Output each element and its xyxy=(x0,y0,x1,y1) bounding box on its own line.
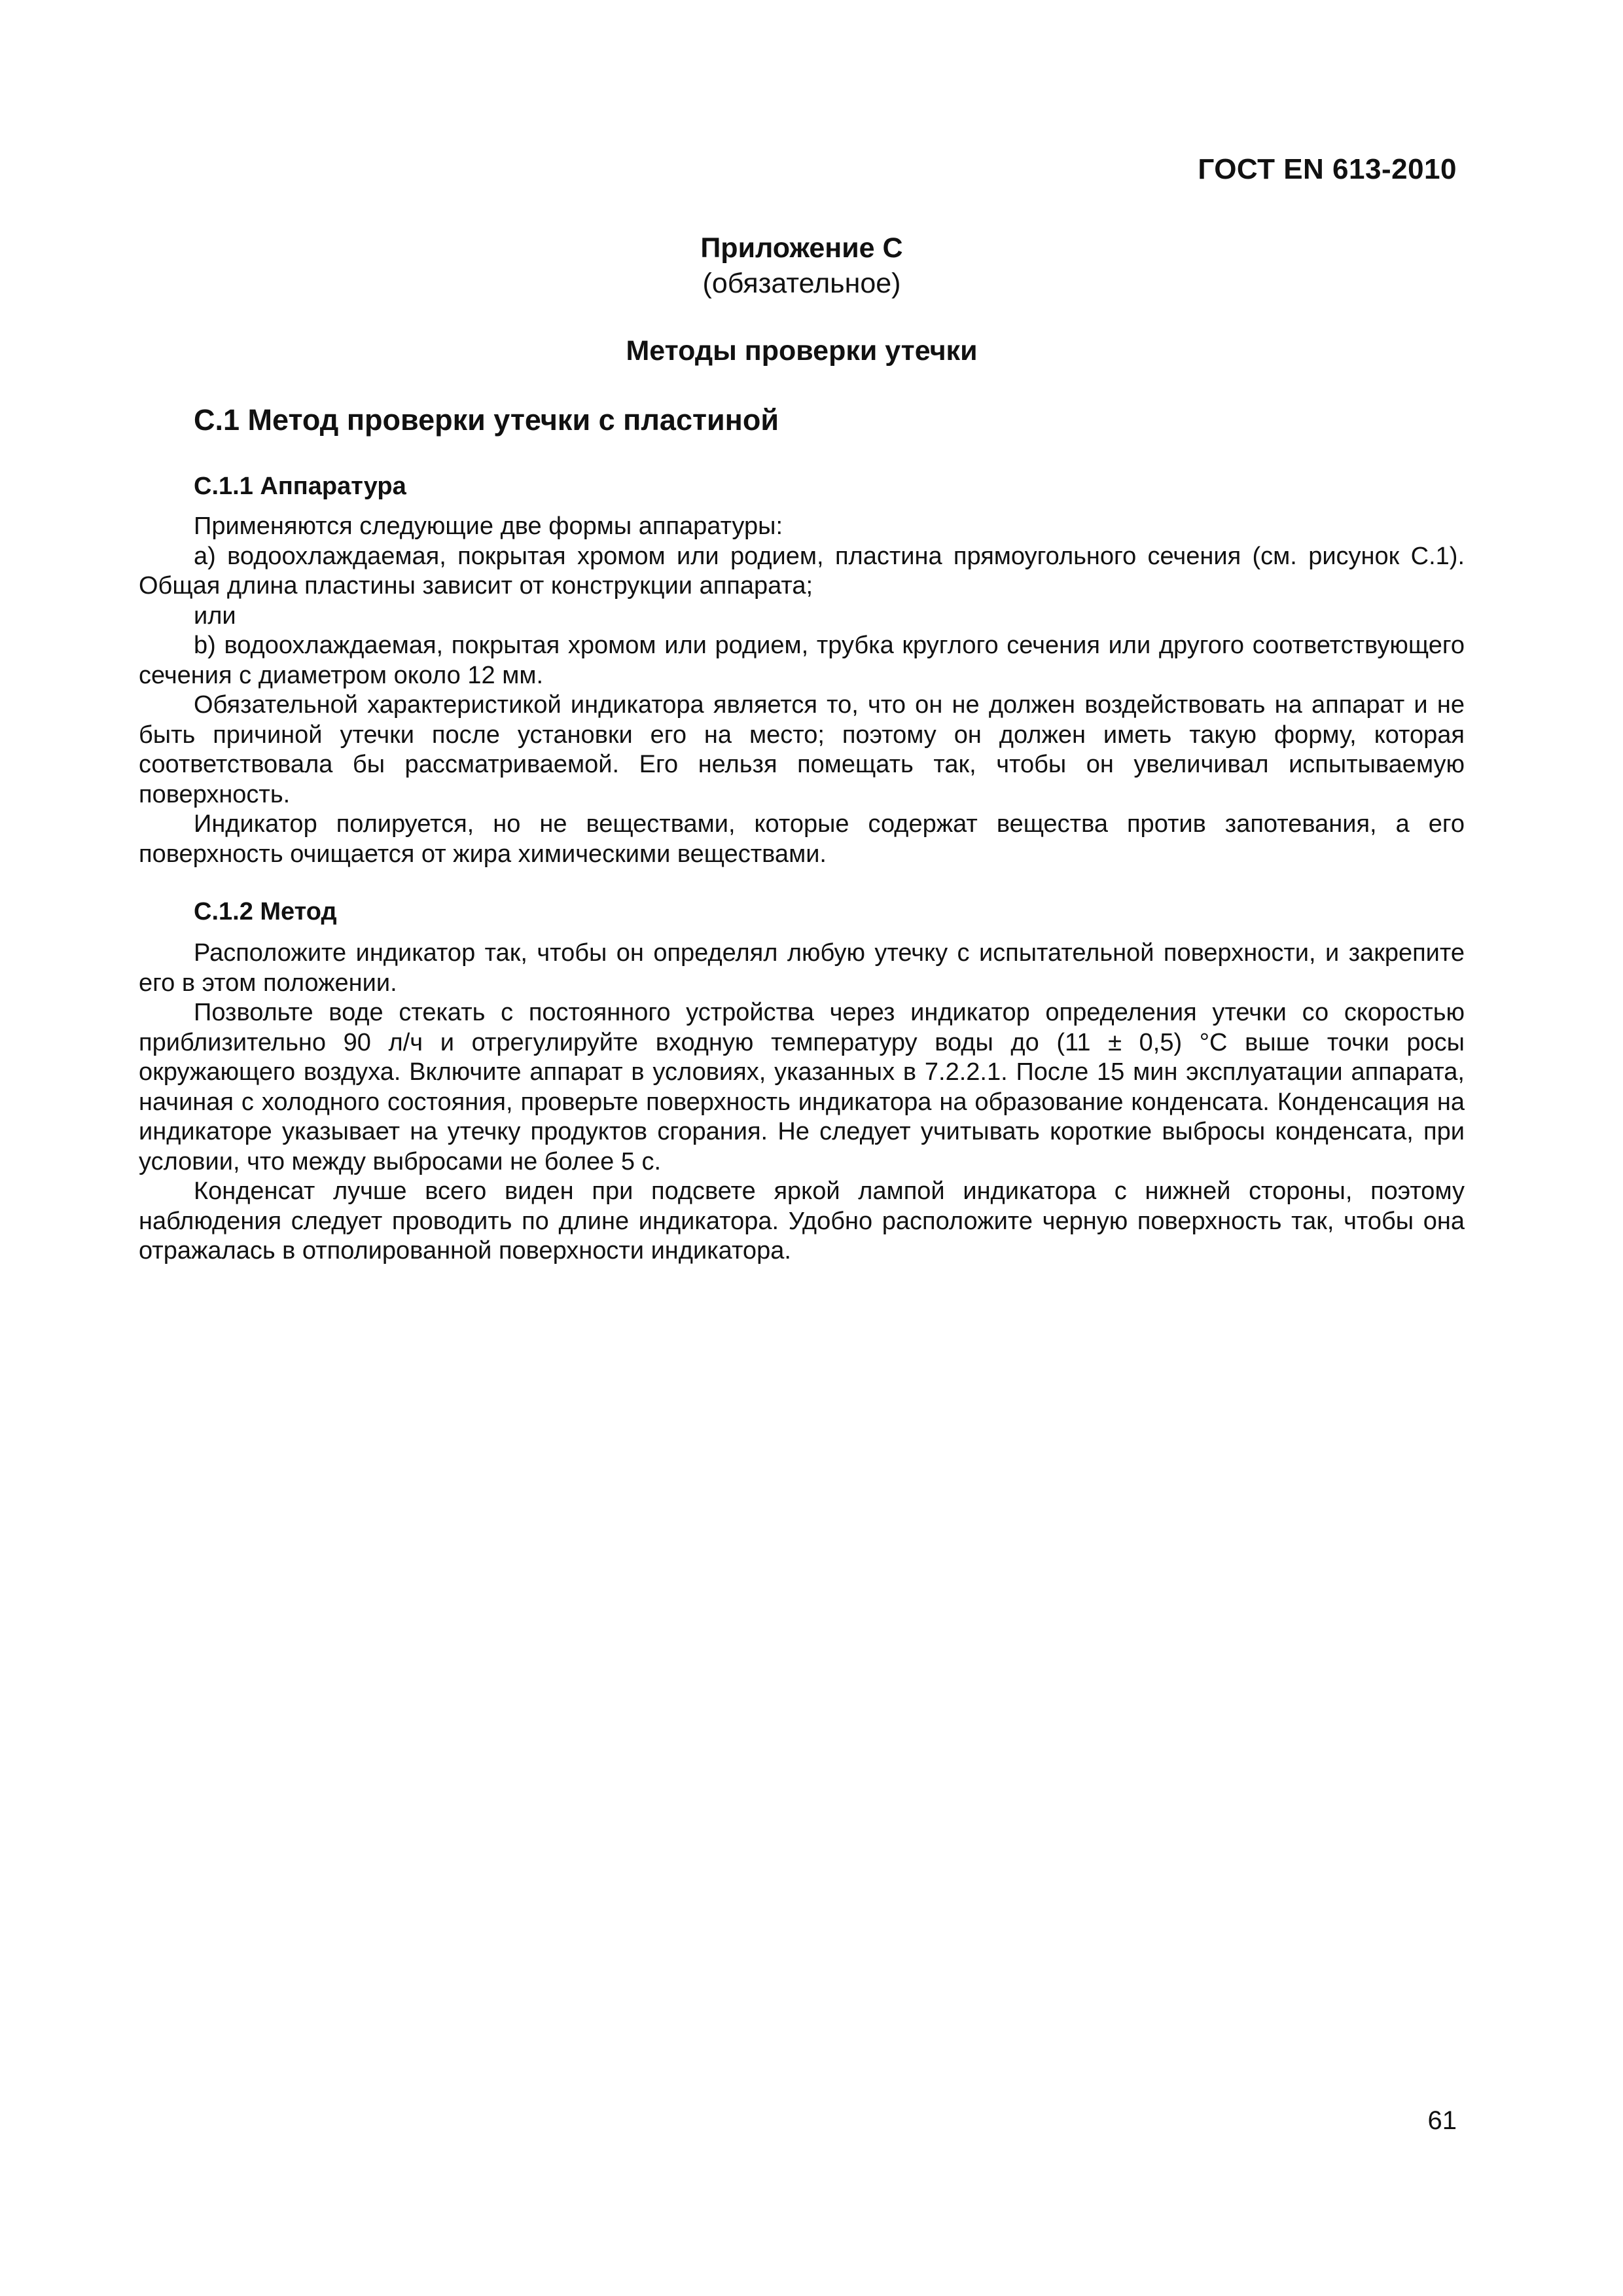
paragraph: Обязательной характеристикой индикатора является то, что он не должен воздействовать на аппарат и не быть причиной утечки после установки его на место; поэтому он должен иметь такую форму, которая соответствовала бы рассматриваемой. Его нельзя помещать так, чтобы он увеличивал испытываемую поверхность. xyxy=(139,691,1465,808)
standard-code: ГОСТ EN 613-2010 xyxy=(1198,153,1457,185)
paragraph: Расположите индикатор так, чтобы он определял любую утечку с испытательной поверхности, и закрепите его в этом положении. xyxy=(139,939,1465,997)
subsection-c12-title: С.1.2 Метод xyxy=(194,898,337,925)
section-c1-title: С.1 Метод проверки утечки с пластиной xyxy=(194,403,779,437)
paragraph: а) водоохлаждаемая, покрытая хромом или родием, пластина прямоугольного сечения (см. рисунок С.1). Общая длина пластины зависит от конструкции аппарата; xyxy=(139,542,1465,600)
annex-title: Приложение С xyxy=(700,232,903,264)
annex-status: (обязательное) xyxy=(702,268,901,299)
paragraph: Индикатор полируется, но не веществами, которые содержат вещества против запотевания, а его поверхность очищается от жира химическими веществами. xyxy=(139,810,1465,868)
paragraph: или xyxy=(194,601,236,630)
annex-title-block xyxy=(0,230,1603,301)
page-number: 61 xyxy=(1427,2106,1457,2135)
paragraph: Конденсат лучше всего виден при подсвете яркой лампой индикатора с нижней стороны, поэтому наблюдения следует проводить по длине индикатора. Удобно расположите черную поверхность так, чтобы она отражалась в отполированной поверхности индикатора. xyxy=(139,1177,1465,1265)
paragraph: Применяются следующие две формы аппаратуры: xyxy=(194,512,783,540)
annex-heading: Методы проверки утечки xyxy=(626,335,978,367)
document-body xyxy=(139,401,1465,1266)
subsection-c11-title: С.1.1 Аппаратура xyxy=(194,473,406,500)
paragraph: Позвольте воде стекать с постоянного устройства через индикатор определения утечки со скоростью приблизительно 90 л/ч и отрегулируйте входную температуру воды до (11 ± 0,5) °С выше точки росы окружающего воздуха. Включите аппарат в условиях, указанных в 7.2.2.1. После 15 мин эксплуатации аппарата, начиная с холодного состояния, проверьте поверхность индикатора на образование конденсата. Конденсация на индикаторе указывает на утечку продуктов сгорания. Не следует учитывать короткие выбросы конденсата, при условии, что между выбросами не более 5 с. xyxy=(139,999,1465,1175)
paragraph: b) водоохлаждаемая, покрытая хромом или родием, трубка круглого сечения или другого соответствующего сечения с диаметром около 12 мм. xyxy=(139,632,1465,689)
